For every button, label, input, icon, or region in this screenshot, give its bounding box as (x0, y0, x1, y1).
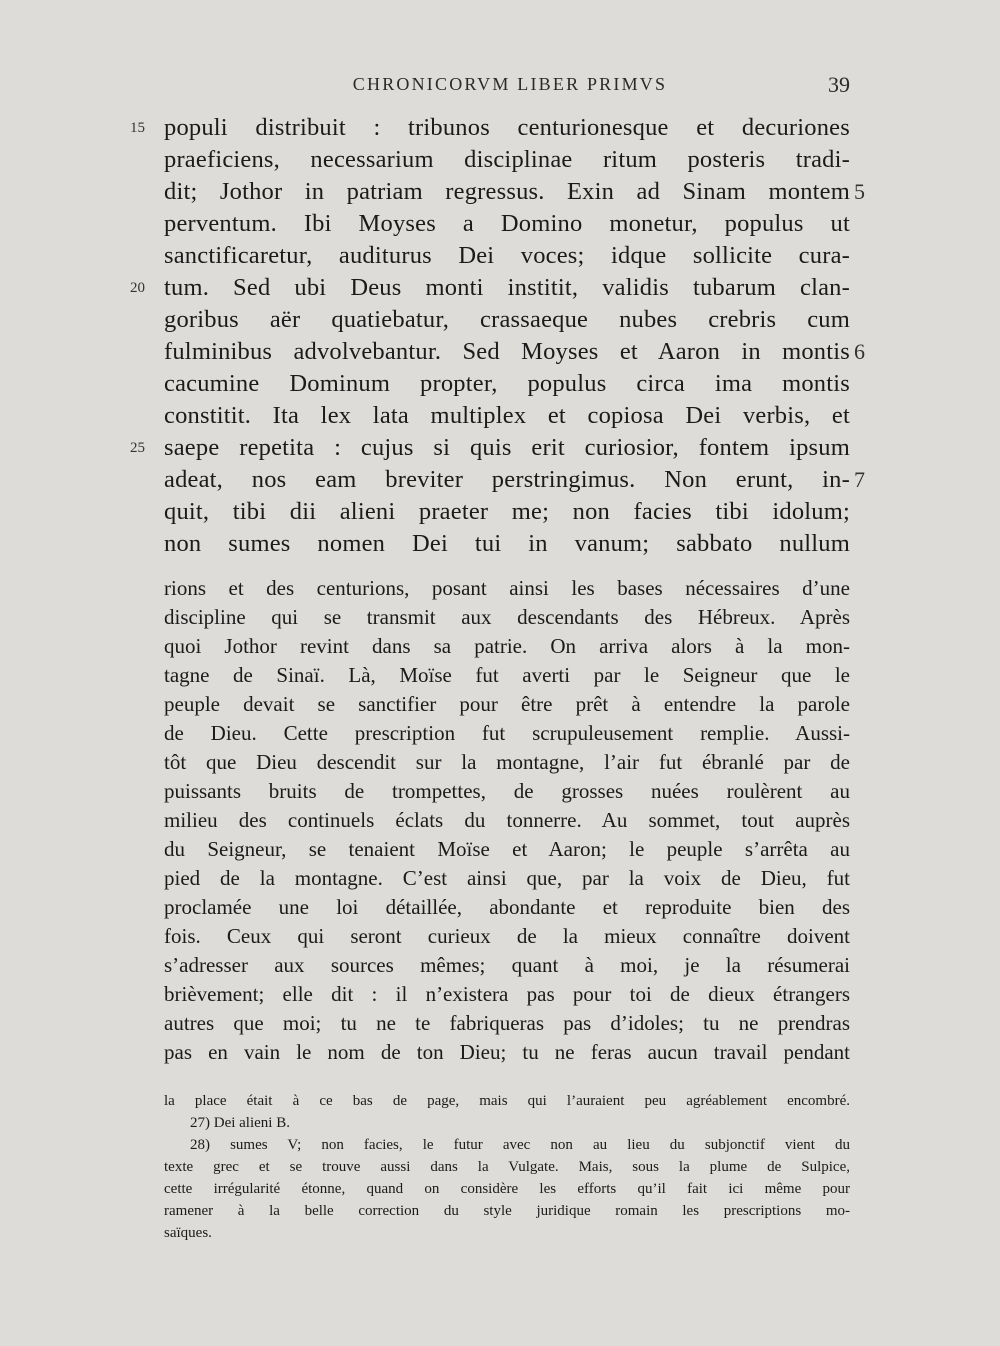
latin-line: perventum. Ibi Moyses a Domino monetur, populus ut (164, 210, 850, 237)
french-line: discipline qui se transmit aux descendants des Hébreux. Après (164, 605, 850, 629)
latin-line: quit, tibi dii alieni praeter me; non facies tibi idolum; (164, 498, 850, 525)
french-line: rions et des centurions, posant ainsi les bases nécessaires d’une (164, 576, 850, 600)
french-line: fois. Ceux qui seront curieux de la mieux connaître doivent (164, 924, 850, 948)
french-line: tôt que Dieu descendit sur la montagne, l’air fut ébranlé par de (164, 750, 850, 774)
footnote-line: saïques. (164, 1225, 212, 1241)
latin-line: non sumes nomen Dei tui in vanum; sabbato nullum (164, 530, 850, 557)
french-line: puissants bruits de trompettes, de grosses nuées roulèrent au (164, 779, 850, 803)
footnote-line: la place était à ce bas de page, mais qui l’auraient peu agréablement encombré. (164, 1093, 850, 1109)
margin-reference: 7 (854, 467, 865, 492)
french-line: proclamée une loi détaillée, abondante et reproduite bien des (164, 895, 850, 919)
line-number: 20 (130, 280, 145, 296)
page-number: 39 (828, 72, 850, 97)
footnote-line: texte grec et se trouve aussi dans la Vulgate. Mais, sous la plume de Sulpice, (164, 1159, 850, 1175)
french-line: de Dieu. Cette prescription fut scrupuleusement remplie. Aussi- (164, 721, 850, 745)
latin-line: cacumine Dominum propter, populus circa ima montis (164, 370, 850, 397)
french-line: brièvement; elle dit : il n’existera pas pour toi de dieux étrangers (164, 982, 850, 1006)
french-line: peuple devait se sanctifier pour être prêt à entendre la parole (164, 692, 850, 716)
margin-reference: 5 (854, 179, 865, 204)
footnote-line: cette irrégularité étonne, quand on considère les efforts qu’il fait ici même pour (164, 1181, 850, 1197)
latin-line: dit; Jothor in patriam regressus. Exin ad Sinam montem (164, 178, 850, 205)
french-line: quoi Jothor revint dans sa patrie. On arriva alors à la mon- (164, 634, 850, 658)
french-line: du Seigneur, se tenaient Moïse et Aaron; le peuple s’arrêta au (164, 837, 850, 861)
latin-line: tum. Sed ubi Deus monti institit, validis tubarum clan- (164, 274, 850, 301)
latin-line: saepe repetita : cujus si quis erit curiosior, fontem ipsum (164, 434, 850, 461)
french-line: milieu des continuels éclats du tonnerre. Au sommet, tout auprès (164, 808, 850, 832)
latin-line: praeficiens, necessarium disciplinae ritum posteris tradi- (164, 146, 850, 173)
french-line: tagne de Sinaï. Là, Moïse fut averti par le Seigneur que le (164, 663, 850, 687)
running-head (160, 74, 850, 104)
footnote-line: ramener à la belle correction du style juridique romain les prescriptions mo- (164, 1203, 850, 1219)
latin-line: sanctificaretur, auditurus Dei voces; idque sollicite cura- (164, 242, 850, 269)
french-line: autres que moi; tu ne te fabriqueras pas d’idoles; tu ne prendras (164, 1011, 850, 1035)
latin-line: populi distribuit : tribunos centurionesque et decuriones (164, 114, 850, 141)
french-line: pas en vain le nom de ton Dieu; tu ne feras aucun travail pendant (164, 1040, 850, 1064)
footnote-line: 28) sumes V; non facies, le futur avec non au lieu du subjonctif vient du (190, 1137, 850, 1153)
line-number: 25 (130, 440, 145, 456)
latin-line: goribus aër quatiebatur, crassaeque nubes crebris cum (164, 306, 850, 333)
footnote-line: 27) Dei alieni B. (190, 1115, 290, 1131)
latin-line: fulminibus advolvebantur. Sed Moyses et Aaron in montis (164, 338, 850, 365)
latin-line: constitit. Ita lex lata multiplex et copiosa Dei verbis, et (164, 402, 850, 429)
french-line: pied de la montagne. C’est ainsi que, par la voix de Dieu, fut (164, 866, 850, 890)
french-line: s’adresser aux sources mêmes; quant à moi, je la résumerai (164, 953, 850, 977)
running-title: CHRONICORVM LIBER PRIMVS (352, 74, 668, 94)
margin-reference: 6 (854, 339, 865, 364)
line-number: 15 (130, 120, 145, 136)
latin-line: adeat, nos eam breviter perstringimus. Non erunt, in- (164, 466, 850, 493)
